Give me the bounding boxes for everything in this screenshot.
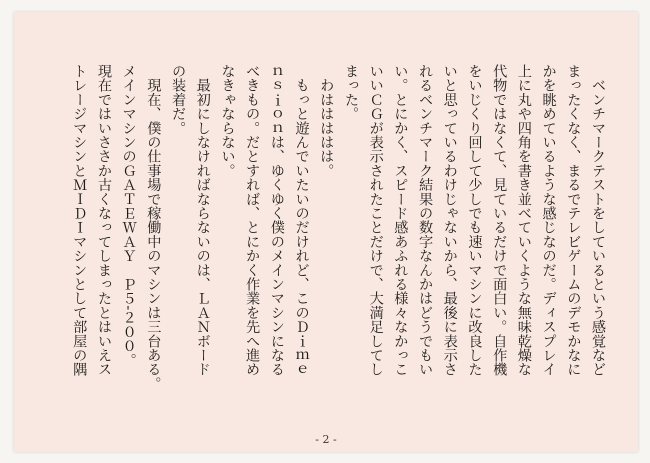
text-line: わははははは。: [318, 64, 335, 178]
text-line: 代物ではなくて、見ているだけで面白い。自作機: [491, 64, 508, 377]
text-line: いいＣＧが表示されたことだけで、大満足してし: [367, 64, 384, 377]
text-line: ｎｓｉｏｎは、ゆくゆく僕のメインマシンになる: [268, 64, 285, 377]
text-line: れるベンチマーク結果の数字なんかはどうでもい: [417, 64, 434, 377]
vertical-text-body: [40, 64, 610, 416]
document-page: [14, 12, 638, 452]
page-number: - 2 -: [315, 433, 337, 446]
text-line: まった。: [342, 64, 359, 121]
text-line: 現在ではいささか古くなってしまったとはいえス: [95, 64, 112, 377]
text-line: 上に丸や四角を書き並べていくような無味乾燥な: [515, 64, 532, 377]
text-line: ベンチマークテストをしているという感覚など: [590, 64, 606, 377]
text-line: いと思っているわけじゃないから、最後に表示さ: [441, 64, 458, 377]
text-line: なきゃならない。: [219, 64, 236, 178]
text-line: 現在、僕の仕事場で稼働中のマシンは三台ある。: [145, 64, 162, 391]
text-line: い。とにかく、スピード感あふれる様々なかっこ: [392, 64, 409, 377]
text-line: もっと遊んでいたいのだけれど、このＤｉｍｅ: [293, 64, 310, 377]
text-line: まったくなく、まるでテレビゲームのデモかなに: [565, 64, 582, 377]
text-line: トレージマシンとＭＩＤＩマシンとして部屋の隅: [71, 64, 88, 377]
text-line: をいじくり回して少しでも速いマシンに改良した: [466, 64, 483, 377]
text-line: べきもの。だとすれば、とにかく作業を先へ進め: [244, 64, 261, 377]
text-line: の装着だ。: [170, 64, 187, 135]
text-line: かを眺めているような感じなのだ。ディスプレイ: [540, 64, 557, 377]
text-line: 最初にしなければならないのは、ＬＡＮボード: [194, 64, 211, 377]
text-line: メインマシンのＧＡＴＥＷＡＹ Ｐ５-２００。: [120, 64, 137, 367]
